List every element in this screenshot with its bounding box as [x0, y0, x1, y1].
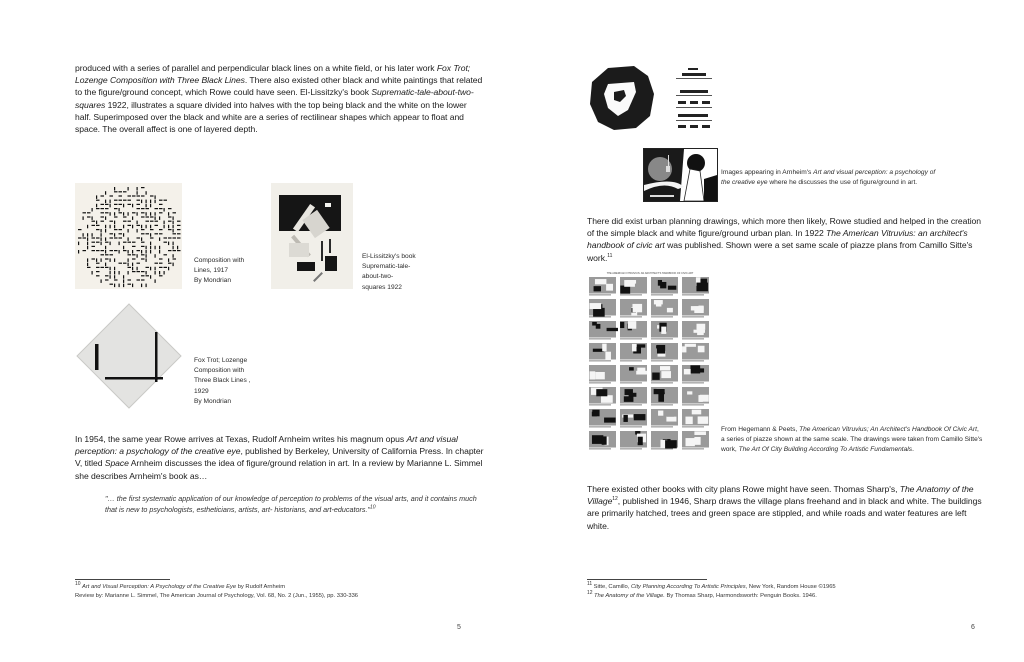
- suprematic-tale-caption: [362, 252, 442, 293]
- text-run: was published. Shown were a set same scale of piazze plans from Camillo Sitte's work.: [587, 240, 973, 263]
- arnheim-bars-image: [674, 68, 714, 132]
- text-run: .: [912, 446, 914, 454]
- american-vitruvius-plate-image: [587, 272, 713, 458]
- text-run: Suprematic-tale-about-two-squares: [75, 87, 474, 110]
- footnote-number: 10: [75, 581, 82, 588]
- composition-with-lines-caption: [194, 256, 274, 287]
- arnheim-paragraph: [75, 433, 485, 482]
- text-run: The Anatomy of the Village: [587, 484, 974, 507]
- text-run: where he discusses the use of figure/ground in art.: [767, 179, 918, 187]
- footnote-divider: [75, 579, 170, 580]
- text-run: Arnheim discusses the idea of figure/ground relation in art. In a review by Marianne L. Simmel she describes Arnheim's book as…: [75, 458, 483, 481]
- footnote-number: 12: [587, 590, 594, 597]
- footnote-divider: [587, 579, 707, 580]
- footnote-number: 11: [587, 581, 594, 588]
- simmel-quote: [105, 493, 477, 515]
- caption-line: Fox Trot; Lozenge: [194, 357, 248, 364]
- intro-paragraph: [75, 62, 485, 135]
- plate-header: THE AMERICAN VITRUVIUS: AN ARCHITECT'S HANDBOOK OF CIVIC ART: [606, 272, 694, 275]
- text-run: Art and Visual Perception: A Psychology of the Creative Eye: [81, 584, 237, 590]
- text-run: . There also existed other black and white paintings that related to the figure/ground concept, which Rowe could have seen. El-Lissitzky's book: [75, 75, 483, 98]
- footnote: [587, 592, 1007, 601]
- caption-line: 1929: [194, 387, 209, 395]
- caption-line: Lines, 1917: [194, 267, 229, 275]
- fox-trot-lozenge-caption: [194, 356, 284, 407]
- arnheim-blob-image: [588, 64, 656, 132]
- footnote-ref-10[interactable]: 10: [370, 504, 376, 511]
- text-run: Space: [104, 458, 129, 469]
- text-run: City Planning According To Artistic Principles: [630, 584, 746, 590]
- composition-with-lines-image: [75, 183, 182, 289]
- caption-line: By Mondrian: [194, 277, 232, 285]
- vitruvius-caption: [721, 425, 983, 456]
- text-run: By Thomas Sharp, Harmondsworth: Penguin Books. 1946.: [664, 593, 817, 600]
- text-run: There existed other books with city plans Rowe might have seen. Thomas Sharp's,: [587, 484, 900, 494]
- arnheim-illustration-image: [643, 148, 718, 202]
- caption-line: about-two-: [362, 273, 394, 281]
- quote-text: "… the first systematic application of our knowledge of perception to problems of the visual arts, and it contains much that is new to psychologists, estheticians, artists, art- historians, and art-educators.": [105, 494, 477, 514]
- text-run: by Rudolf Arnheim: [236, 584, 286, 590]
- fox-trot-lozenge-image: [75, 302, 183, 410]
- text-run: 1922, illustrates a square divided into halves with the top being black and the white on the lower half. Superimposed over the black and white are a series of rectilinear shapes which appear to float and space. The overall affect is one of layered depth.: [75, 99, 467, 135]
- urban-paragraph: [587, 215, 989, 264]
- text-run: Images appearing in Arnheim's: [721, 169, 814, 176]
- suprematic-tale-image: [271, 183, 353, 289]
- page-number: 5: [457, 624, 461, 631]
- arnheim-images-caption: [721, 168, 936, 188]
- footnote-ref[interactable]: 12: [612, 496, 618, 503]
- text-run: The American Vitruvius; An Architect's Handbook Of Civic Art: [799, 426, 977, 433]
- text-run: There did exist urban planning drawings, which more then likely, Rowe studied and helped in the creation of the simple black and white figure/ground urban plan. In 1922: [587, 216, 982, 239]
- text-run: The American Vitruvius: an architect's handbook of civic art: [587, 228, 968, 251]
- caption-line: Composition with: [194, 257, 245, 264]
- page-6: [512, 0, 1024, 662]
- text-run: In 1954, the same year Rowe arrives at Texas, Rudolf Arnheim writes his magnum opus: [75, 434, 407, 444]
- page-number: 6: [971, 624, 975, 631]
- left-footnotes: [75, 583, 495, 601]
- caption-line: Composition with: [194, 367, 245, 375]
- text-run: From Hegemann & Peets,: [721, 426, 800, 433]
- text-run: , published by Berkeley, University of California Press. In chapter V, titled: [75, 446, 484, 469]
- right-footnotes: [587, 583, 1007, 601]
- text-run: produced with a series of parallel and perpendicular black lines on a white field, or his later work: [75, 63, 437, 73]
- caption-line: By Mondrian: [194, 397, 232, 405]
- text-run: The Art Of City Building According To Artistic Fundamentals: [738, 446, 913, 454]
- sharp-paragraph: [587, 483, 989, 532]
- caption-line: squares 1922: [362, 283, 402, 291]
- text-run: Fox Trot; Lozenge Composition with Three Black Lines: [75, 63, 471, 86]
- caption-line: Three Black Lines ,: [194, 377, 251, 385]
- text-run: Sitte, Camillo,: [593, 584, 631, 590]
- text-run: , New York, Random House ©1965: [745, 584, 836, 590]
- footnote-ref[interactable]: 11: [607, 252, 613, 259]
- caption-line: Suprematic-tale-: [362, 263, 411, 271]
- text-run: Art and visual perception: a psychology of the creative eye: [75, 434, 458, 457]
- footnote: [587, 583, 1007, 592]
- caption-line: El-Lissitzky's book: [362, 253, 416, 260]
- text-run: , published in 1946, Sharp draws the village plans freehand and in black and white. The buildings are primarily hatched, trees and green space are stippled, and while roads and water features are left white.: [587, 496, 982, 531]
- footnote: [75, 592, 495, 601]
- text-run: Art and visual perception: a psychology of the creative eye: [721, 169, 936, 187]
- text-run: , a series of piazze shown at the same scale. The drawings were taken from Camillo Sitte's work,: [721, 426, 983, 454]
- text-run: Review by: Marianne L. Simmel, The American Journal of Psychology, Vol. 68, No. 2 (Jun., 1955), pp. 330-336: [75, 593, 359, 600]
- footnote: [75, 583, 495, 592]
- text-run: The Anatomy of the Village.: [593, 593, 665, 600]
